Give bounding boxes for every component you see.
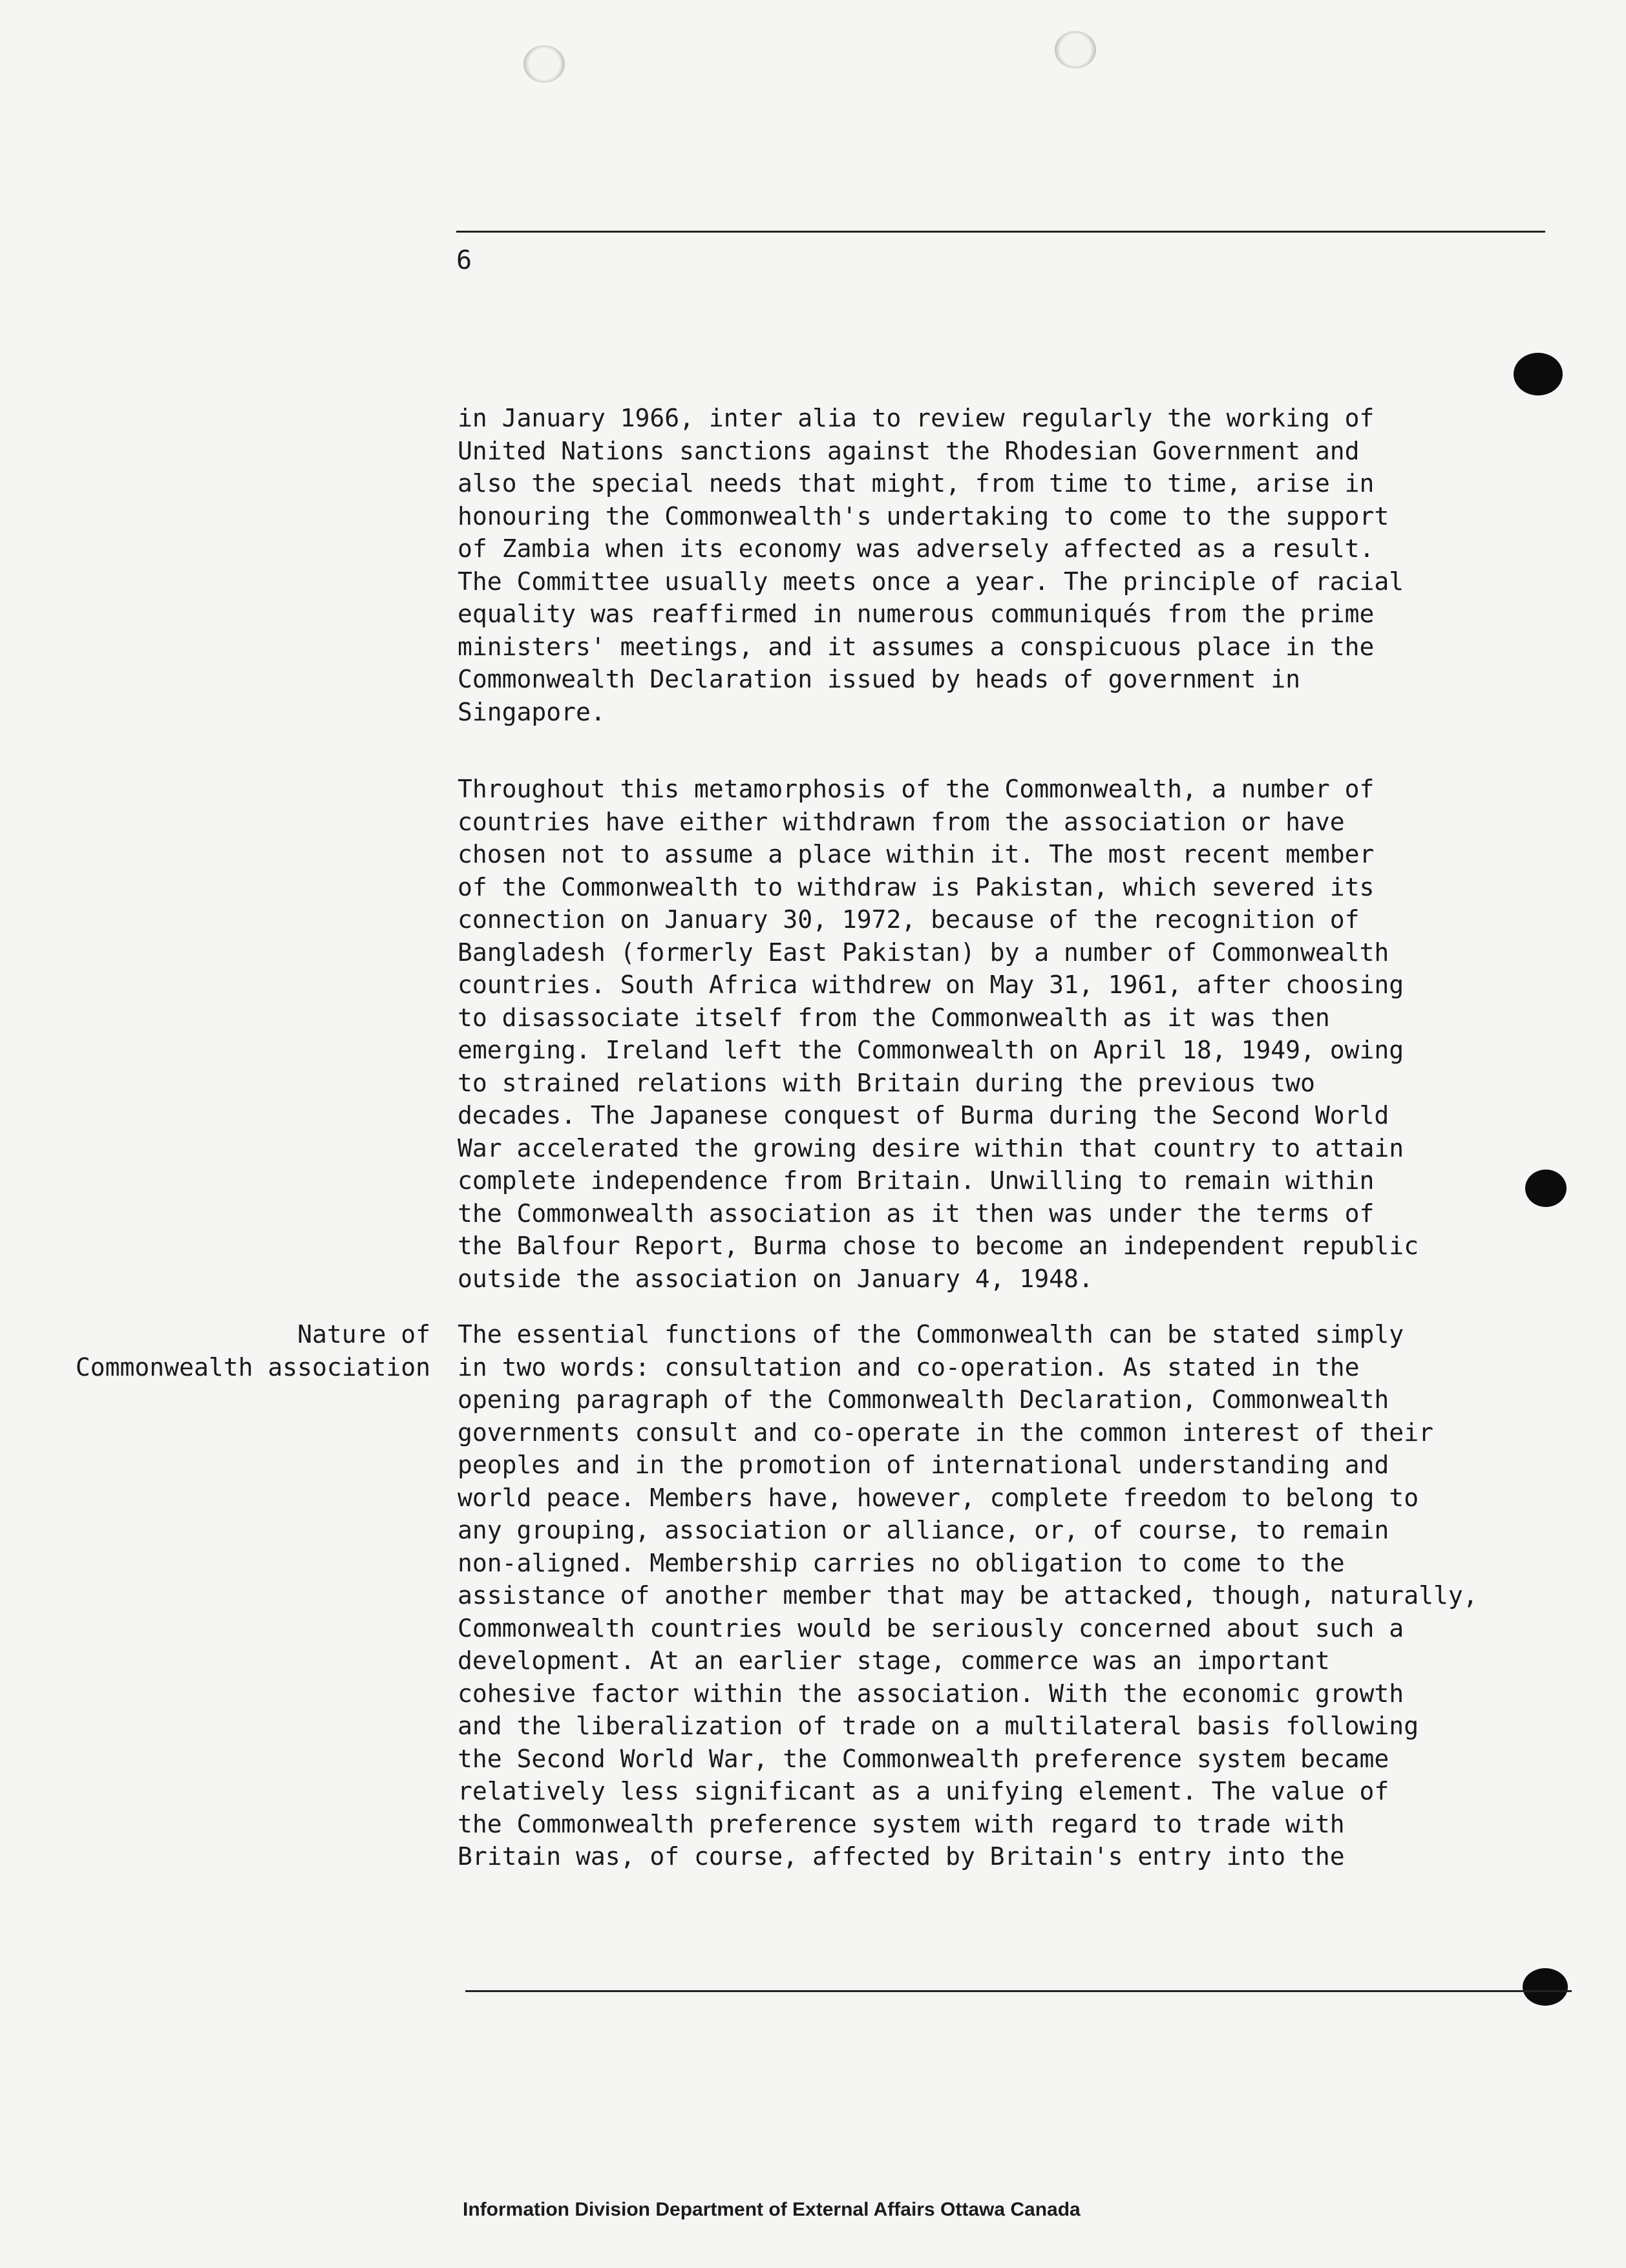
paragraph-essential-functions: The essential functions of the Commonwealth can be stated simply in two words: consultation and co-operation. As stated in the opening paragraph of the Commonwealth Declaration, Commonwealth governments consult and co-operate in the common interest of their peoples and in the promotion of international understanding and world peace. Members have, however, complete freedom to belong to any grouping, association or alliance, or, of course, to remain non-aligned. Membership carries no obligation to come to the assistance of another member that may be attacked, though, naturally, Commonwealth countries would be seriously concerned about such a development. At an earlier stage, commerce was an important cohesive factor within the association. With the economic growth and the liberalization of trade on a multilateral basis following the Second World War, the Commonwealth preference system became relatively less significant as a unifying element. The value of the Commonwealth preference system with regard to trade with Britain was, of course, affected by Britain's entry into the xyxy=(458,1320,1478,1871)
punch-hole xyxy=(1523,1968,1568,2006)
punch-hole xyxy=(1514,353,1563,395)
header-rule xyxy=(456,231,1545,233)
section-heading-nature-of-association: Nature of Commonwealth association xyxy=(75,1320,430,1381)
binder-hole xyxy=(1055,31,1096,68)
paragraph-withdrawals: Throughout this metamorphosis of the Commonwealth, a number of countries have either withdrawn from the association or have chosen not to assume a place within it. The most recent member of the Commonwealth to withdraw is Pakistan, which severed its connection on January 30, 1972, because of the recognition of Bangladesh (formerly East Pakistan) by a number of Commonwealth countries. South Africa withdrew on May 31, 1961, after choosing to disassociate itself from the Commonwealth as it was then emerging. Ireland left the Commonwealth on April 18, 1949, owing to strained relations with Britain during the previous two decades. The Japanese conquest of Burma during the Second World War accelerated the growing desire within that country to attain complete independence from Britain. Unwilling to remain within the Commonwealth association as it then was under the terms of the Balfour Report, Burma chose to become an independent republic outside the association on January 4, 1948. xyxy=(458,775,1419,1293)
footer-rule xyxy=(465,1990,1572,1992)
binder-hole xyxy=(523,45,565,83)
page-number: 6 xyxy=(456,246,472,275)
paragraph-rhodesia-sanctions: in January 1966, inter alia to review regularly the working of United Nations sanctions against the Rhodesian Government and also the special needs that might, from time to time, arise in honouring the Commonwealth's undertaking to come to the support of Zambia when its economy was adversely affected as a result. The Committee usually meets once a year. The principle of racial equality was reaffirmed in numerous communiqués from the prime ministers' meetings, and it assumes a conspicuous place in the Commonwealth Declaration issued by heads of government in Singapore. xyxy=(458,404,1404,726)
footer-publisher: Information Division Department of External Affairs Ottawa Canada xyxy=(463,2199,1081,2220)
